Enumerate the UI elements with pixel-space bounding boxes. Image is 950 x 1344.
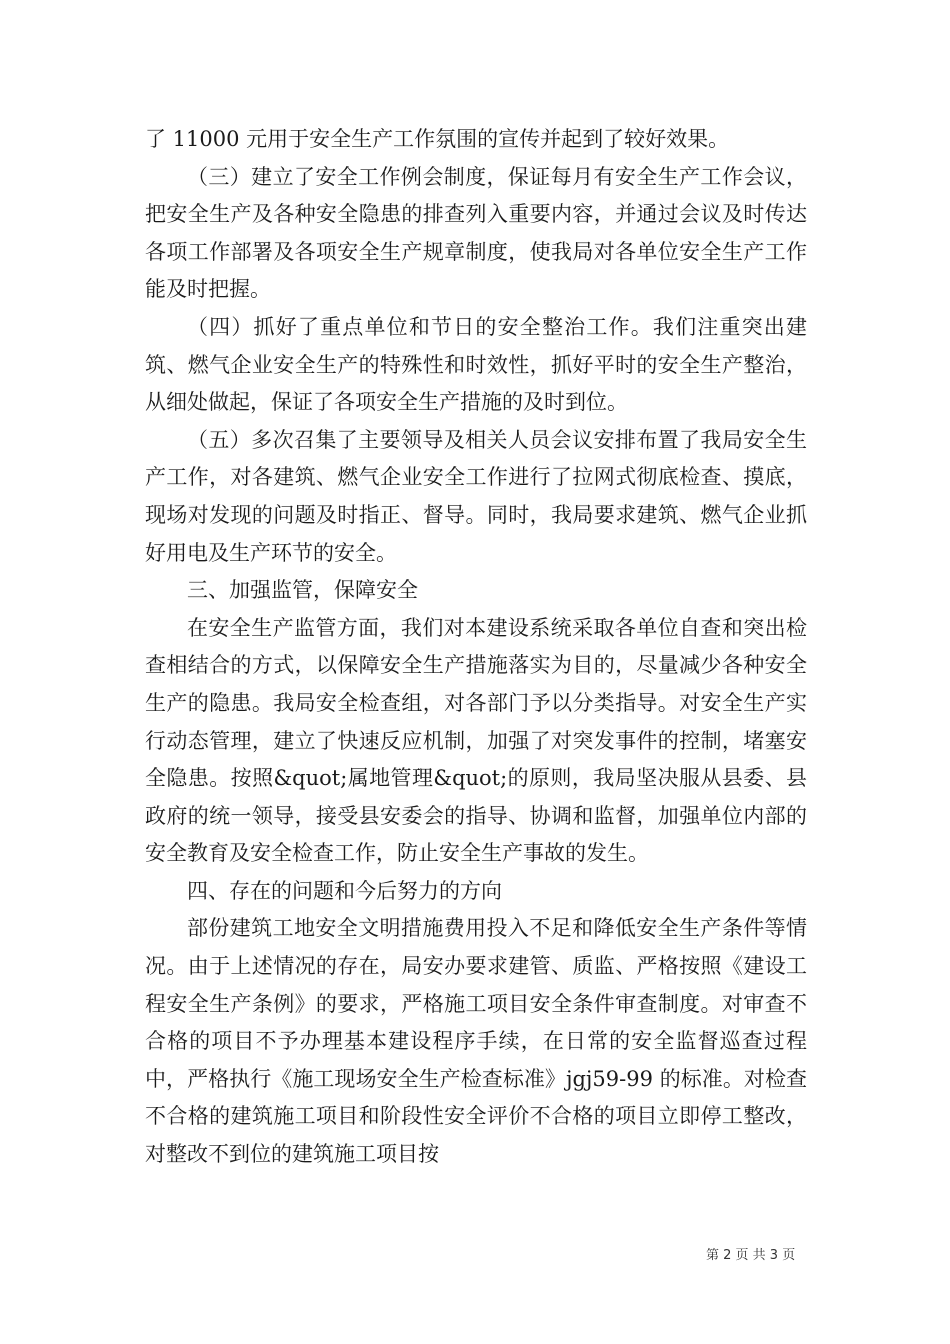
- paragraph-continuation: 了 11000 元用于安全生产工作氛围的宣传并起到了较好效果。: [145, 127, 730, 151]
- paragraph-item-3: （三）建立了安全工作例会制度，保证每月有安全生产工作会议，把安全生产及各种安全隐患的排查列入重要内容，并通过会议及时传达各项工作部署及各项安全生产规章制度，使我局对各单位安全生产工作能及时把握。: [145, 164, 807, 302]
- section-heading-3: 三、加强监管，保障安全: [187, 578, 418, 603]
- paragraph-problems: 部份建筑工地安全文明措施费用投入不足和降低安全生产条件等情况。由于上述情况的存在，局安办要求建管、质监、严格按照《建设工程安全生产条例》的要求，严格施工项目安全条件审查制度。对审查不合格的项目不予办理基本建设程序手续，在日常的安全监督巡查过程中，严格执行《施工现场安全生产检查标准》jgj59-99 的标准。对检查不合格的建筑施工项目和阶段性安全评价不合格的项目立即停工整改，对整改不到位的建筑施工项目按: [145, 916, 807, 1167]
- section-heading-4: 四、存在的问题和今后努力的方向: [187, 878, 502, 903]
- page-number: 第 2 页 共 3 页: [706, 1248, 796, 1263]
- paragraph-supervision: 在安全生产监管方面，我们对本建设系统采取各单位自查和突出检查相结合的方式，以保障安全生产措施落实为目的，尽量减少各种安全生产的隐患。我局安全检查组，对各部门予以分类指导。对安全生产实行动态管理，建立了快速反应机制，加强了对突发事件的控制，堵塞安全隐患。按照&quot;属地管理&quot;的原则，我局坚决服从县委、县政府的统一领导，接受县安委会的指导、协调和监督，加强单位内部的安全教育及安全检查工作，防止安全生产事故的发生。: [145, 615, 807, 866]
- paragraph-item-4: （四）抓好了重点单位和节日的安全整治工作。我们注重突出建筑、燃气企业安全生产的特殊性和时效性，抓好平时的安全生产整治，从细处做起，保证了各项安全生产措施的及时到位。: [145, 314, 807, 415]
- document-body: [145, 121, 807, 1174]
- paragraph-item-5: （五）多次召集了主要领导及相关人员会议安排布置了我局安全生产工作，对各建筑、燃气企业安全工作进行了拉网式彻底检查、摸底，现场对发现的问题及时指正、督导。同时，我局要求建筑、燃气企业抓好用电及生产环节的安全。: [145, 427, 807, 565]
